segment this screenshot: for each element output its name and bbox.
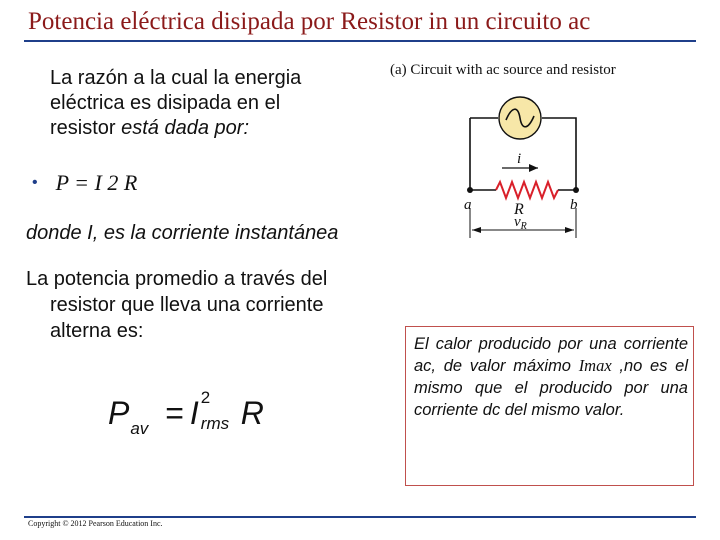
heat-note-box — [405, 326, 694, 486]
vr-arrow-left-icon — [472, 227, 481, 233]
formula-mid-scripts — [199, 388, 237, 433]
formula-lhs: P — [108, 395, 130, 431]
formula-mid-sub: rms — [200, 414, 230, 433]
formula-mid-sup: 2 — [200, 388, 211, 407]
intro-line-3 — [50, 116, 380, 141]
power-formula-bullet — [32, 170, 137, 196]
resistor-label: R — [514, 201, 524, 218]
current-definition: donde I, es la corriente instantánea — [26, 222, 339, 244]
node-a-dot — [467, 187, 473, 193]
instant-power-formula: P = I 2 R — [55, 170, 138, 195]
average-power-paragraph — [26, 266, 388, 344]
avg-line-2: resistor que lleva una corriente — [50, 294, 324, 316]
intro-paragraph — [50, 66, 380, 141]
bullet-icon: • — [32, 174, 38, 191]
figure-caption: (a) Circuit with ac source and resistor — [390, 62, 616, 78]
formula-rhs: R — [240, 395, 264, 431]
slide-title: Potencia eléctrica disipada por Resistor in un circuito ac — [28, 8, 591, 35]
title-divider — [24, 40, 696, 42]
footer-divider — [24, 516, 696, 518]
note-imax: Imax — [578, 356, 612, 375]
current-label: i — [517, 151, 522, 167]
formula-mid: I — [189, 395, 199, 431]
intro-line-3-italic: está dada por: — [121, 117, 249, 139]
avg-line-3: alterna es: — [50, 320, 144, 342]
formula-lhs-sub: av — [130, 419, 149, 438]
circuit-figure — [388, 58, 678, 248]
vr-label-sub: R — [520, 221, 527, 232]
intro-line-2: eléctrica es disipada en el — [50, 92, 281, 114]
copyright-notice: Copyright © 2012 Pearson Education Inc. — [28, 519, 163, 528]
intro-line-3-normal: resistor — [50, 117, 122, 139]
avg-line-1: La potencia promedio a través del — [26, 268, 328, 290]
node-b-dot — [573, 187, 579, 193]
average-power-formula — [108, 388, 264, 439]
vr-label-main: v — [514, 214, 521, 230]
note-text-before: El calor producido por una corriente ac, de valor máximo — [414, 335, 688, 375]
note-text-after: ,no es el mismo que el producido por una corriente dc del mismo valor. — [414, 357, 688, 419]
current-arrowhead-icon — [529, 164, 538, 172]
node-a-label: a — [464, 197, 472, 213]
vr-label — [514, 214, 527, 232]
vr-arrow-right-icon — [565, 227, 574, 233]
node-b-label: b — [570, 197, 578, 213]
formula-equals: = — [165, 395, 184, 431]
intro-line-1: La razón a la cual la energia — [50, 67, 302, 89]
resistor-icon — [496, 182, 558, 198]
